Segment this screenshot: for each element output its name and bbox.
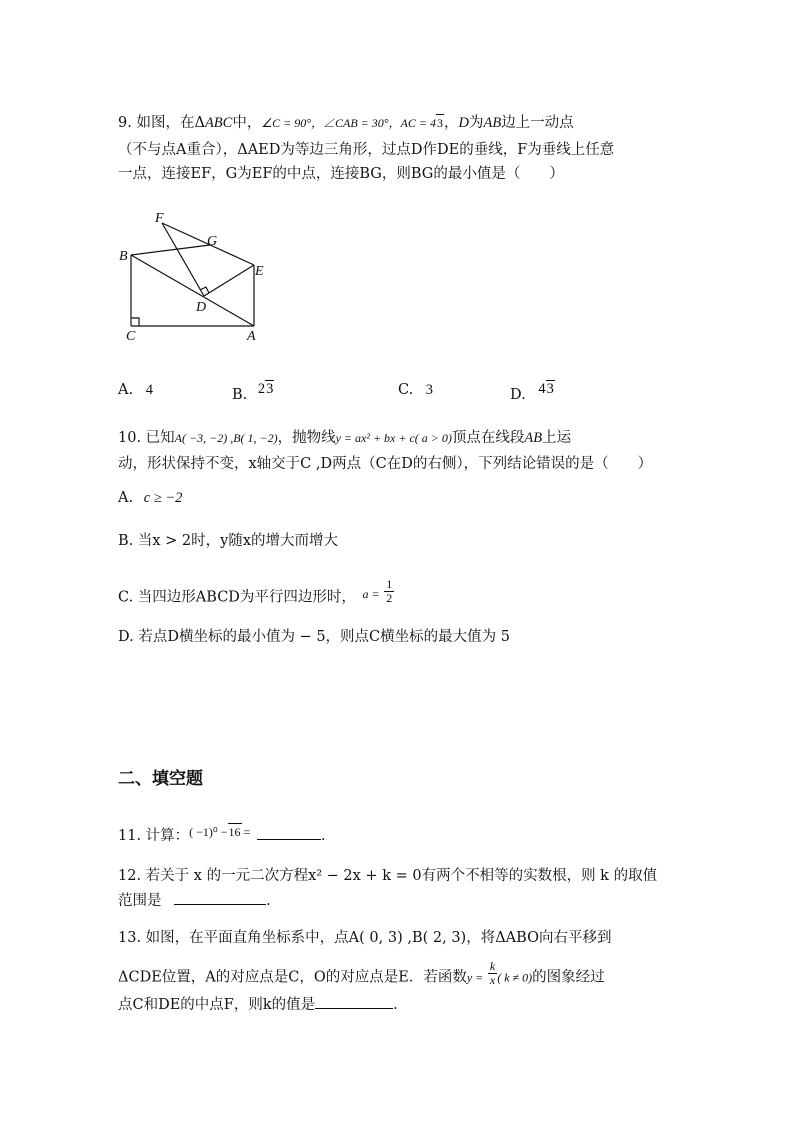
q11-expression: ( −1)⁰ − xyxy=(189,825,228,839)
q12-line-2 xyxy=(118,890,271,911)
sqrt-radicand: 3 xyxy=(266,381,274,397)
option-value: c ≥ −2 xyxy=(143,490,183,506)
segment-bg xyxy=(131,245,210,255)
q10-option-c[interactable] xyxy=(118,577,394,611)
q13-text: 点C和DE的中点F，则k的值是 xyxy=(118,997,316,1013)
q13-answer-blank[interactable] xyxy=(315,994,393,1009)
q13-text: ΔCDE位置，A的对应点是C，O的对应点是E．若函数 xyxy=(118,969,467,986)
q11-text: 11. 计算： xyxy=(118,828,190,844)
option-value: 3 xyxy=(425,382,434,398)
fraction-denominator: 2 xyxy=(386,591,393,605)
fraction-numerator: 1 xyxy=(386,577,393,591)
option-value: 2 xyxy=(257,381,266,397)
fraction-numerator: k xyxy=(489,959,496,973)
option-text: C. 当四边形ABCD为平行四边形时， xyxy=(118,589,356,606)
segment-label: AB xyxy=(483,115,502,131)
label-f: F xyxy=(155,211,164,226)
q12-text: 范围是 xyxy=(118,893,162,909)
q12-answer-blank[interactable] xyxy=(174,890,266,905)
function-condition: ( k ≠ 0) xyxy=(497,970,533,985)
q10-points: A( −3, −2) ,B( 1, −2) xyxy=(174,431,278,445)
triangle-name: ABC xyxy=(204,115,233,131)
section-title: 二、填空题 xyxy=(118,769,203,789)
label-g: G xyxy=(207,234,218,249)
option-letter: A. xyxy=(118,382,134,398)
q12-text: . xyxy=(266,893,271,909)
q9-line-2: （不与点A重合），ΔAED为等边三角形，过点D作DE的垂线，F为垂线上任意 xyxy=(118,142,615,158)
fraction-one-half xyxy=(384,578,394,605)
q13-text: 的图象经过 xyxy=(532,969,605,986)
option-value: 4 xyxy=(538,381,546,397)
q11-line xyxy=(118,825,326,846)
segment-label: AB xyxy=(524,430,543,446)
label-d: D xyxy=(196,300,207,315)
q9-figure xyxy=(112,205,282,345)
q10-option-a[interactable] xyxy=(118,488,182,508)
point-label: D xyxy=(458,115,469,131)
q10-text: ，抛物线 xyxy=(277,430,336,446)
label-b: B xyxy=(119,249,128,264)
option-value: a = xyxy=(362,586,380,601)
sqrt-radicand: 3 xyxy=(546,381,554,397)
q10-text: 上运 xyxy=(542,430,572,446)
option-letter: A. xyxy=(118,490,134,506)
q13-line-2 xyxy=(118,959,605,991)
q13-text: . xyxy=(393,997,398,1013)
right-angle-mark-c xyxy=(131,318,139,326)
q9-option-d[interactable] xyxy=(510,380,555,403)
sqrt-radicand: 16 xyxy=(228,825,241,839)
q10-text: 顶点在线段 xyxy=(451,430,525,446)
parabola-equation: y = ax² + bx + c( a > 0) xyxy=(335,431,452,445)
label-e: E xyxy=(255,264,264,279)
option-letter: D. xyxy=(510,387,526,403)
q13-line-1: 13. 如图，在平面直角坐标系中，点A( 0, 3) ,B( 2, 3)，将ΔABO向右平移到 xyxy=(118,930,612,946)
label-a: A xyxy=(247,329,256,344)
segment-ba xyxy=(131,255,254,326)
q9-option-b[interactable] xyxy=(232,380,274,403)
option-value: 4 xyxy=(145,382,153,398)
label-c: C xyxy=(126,329,136,344)
q9-line-3: 一点，连接EF，G为EF的中点，连接BG，则BG的最小值是（ ） xyxy=(118,166,564,182)
q10-option-b[interactable]: B. 当x > 2时，y随x的增大而增大 xyxy=(118,533,339,549)
fraction-k-over-x xyxy=(488,960,497,987)
q10-line-2: 动，形状保持不变，x轴交于C ,D两点（C在D的右侧），下列结论错误的是（ ） xyxy=(118,456,653,472)
q10-option-d[interactable]: D. 若点D横坐标的最小值为 − 5，则点C横坐标的最大值为 5 xyxy=(118,629,510,645)
q10-text: 10. 已知 xyxy=(118,430,175,446)
function-lhs: y = xyxy=(466,970,484,985)
q9-option-c[interactable] xyxy=(398,382,433,399)
fraction-denominator: x xyxy=(489,973,496,987)
triangle-symbol: Δ xyxy=(194,115,205,131)
q9-text: 为 xyxy=(468,115,484,131)
option-letter: B. xyxy=(232,387,248,403)
q9-line-1 xyxy=(118,113,574,133)
q12-line-1: 12. 若关于 x 的一元二次方程x² − 2x + k = 0有两个不相等的实数根，则 k 的取值 xyxy=(118,868,658,884)
equals-sign: = xyxy=(243,825,251,839)
q9-condition: ∠C = 90°，∠CAB = 30°，AC = 4 xyxy=(261,116,436,130)
sqrt-radicand: 3 xyxy=(436,116,443,130)
q10-line-1 xyxy=(118,428,571,448)
q9-option-a[interactable] xyxy=(118,382,153,399)
q11-text: . xyxy=(320,828,326,844)
q9-text: ， xyxy=(443,115,459,131)
q9-text: 9. 如图，在 xyxy=(118,115,195,131)
q13-line-3 xyxy=(118,994,398,1015)
option-letter: C. xyxy=(398,382,414,398)
q9-text: 中， xyxy=(232,115,262,131)
segment-de xyxy=(204,265,254,296)
q11-answer-blank[interactable] xyxy=(257,825,321,840)
q9-text: 边上一动点 xyxy=(501,115,574,131)
